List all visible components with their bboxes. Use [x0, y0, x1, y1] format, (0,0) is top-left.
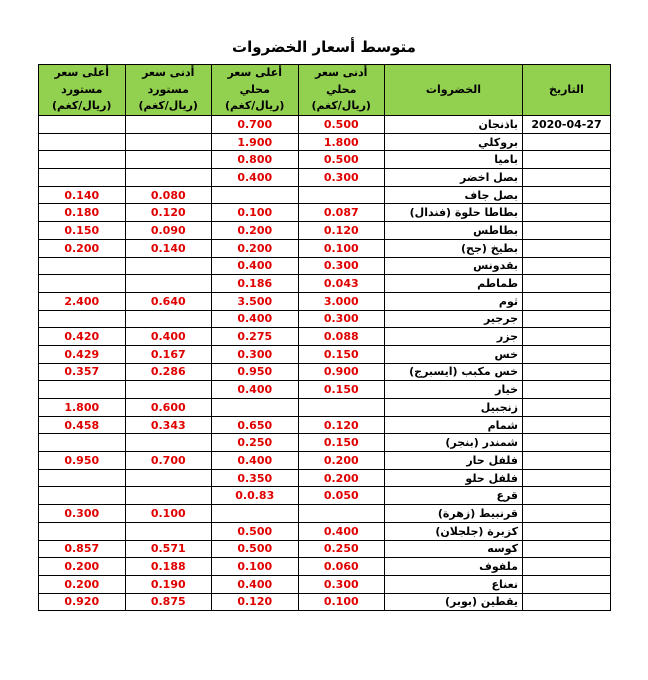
cell-max-imported [39, 522, 126, 540]
table-row [39, 505, 611, 523]
table-header-row [39, 65, 611, 116]
cell-date [523, 505, 611, 523]
cell-min-local: 0.900 [298, 363, 385, 381]
cell-date [523, 204, 611, 222]
cell-min-local: 0.150 [298, 434, 385, 452]
cell-min-imported [125, 169, 212, 187]
table-row [39, 328, 611, 346]
cell-max-imported [39, 310, 126, 328]
cell-date [523, 151, 611, 169]
cell-date [523, 540, 611, 558]
cell-max-imported [39, 257, 126, 275]
cell-min-local: 0.150 [298, 345, 385, 363]
cell-min-local: 0.120 [298, 222, 385, 240]
cell-min-imported: 0.188 [125, 558, 212, 576]
table-row [39, 452, 611, 470]
cell-max-imported: 0.140 [39, 186, 126, 204]
table-row [39, 292, 611, 310]
header-max-local: أعلى سعر محلي (ريال/كغم) [212, 65, 299, 116]
cell-date [523, 416, 611, 434]
cell-max-local: 0.275 [212, 328, 299, 346]
cell-max-imported: 0.458 [39, 416, 126, 434]
cell-max-imported: 0.300 [39, 505, 126, 523]
cell-max-imported [39, 169, 126, 187]
cell-min-local [298, 505, 385, 523]
cell-max-imported [39, 133, 126, 151]
cell-vegetable: فلفل حلو [385, 469, 523, 487]
cell-vegetable: بصل جاف [385, 186, 523, 204]
cell-min-local: 0.060 [298, 558, 385, 576]
cell-max-local: 0.400 [212, 169, 299, 187]
cell-min-imported [125, 434, 212, 452]
cell-min-imported: 0.571 [125, 540, 212, 558]
cell-min-imported [125, 151, 212, 169]
header-min-imported: أدنى سعر مستورد (ريال/كغم) [125, 65, 212, 116]
cell-vegetable: بطاطس [385, 222, 523, 240]
cell-vegetable: بطيخ (جح) [385, 239, 523, 257]
cell-min-local: 0.500 [298, 151, 385, 169]
cell-min-imported: 0.080 [125, 186, 212, 204]
header-unit: (ريال/كغم) [138, 99, 198, 113]
table-row [39, 363, 611, 381]
header-unit: (ريال/كغم) [311, 99, 371, 113]
table-row [39, 151, 611, 169]
cell-vegetable: ملفوف [385, 558, 523, 576]
table-row [39, 222, 611, 240]
cell-vegetable: قرع [385, 487, 523, 505]
cell-min-local: 0.300 [298, 310, 385, 328]
cell-max-local: 0.400 [212, 381, 299, 399]
cell-min-imported [125, 133, 212, 151]
cell-date [523, 257, 611, 275]
cell-max-local: 0.800 [212, 151, 299, 169]
cell-date [523, 363, 611, 381]
cell-min-local: 0.300 [298, 169, 385, 187]
cell-vegetable: باذنجان [385, 116, 523, 134]
cell-min-imported [125, 310, 212, 328]
cell-min-local: 0.300 [298, 575, 385, 593]
cell-min-imported [125, 257, 212, 275]
header-date: التاريخ [523, 65, 611, 116]
cell-max-imported: 0.180 [39, 204, 126, 222]
cell-min-local: 0.050 [298, 487, 385, 505]
header-vegetable: الخضروات [385, 65, 523, 116]
cell-max-local: 0.700 [212, 116, 299, 134]
table-row [39, 116, 611, 134]
cell-max-imported: 0.200 [39, 558, 126, 576]
cell-min-imported: 0.090 [125, 222, 212, 240]
cell-max-local: 0.300 [212, 345, 299, 363]
cell-max-imported: 0.150 [39, 222, 126, 240]
cell-min-imported: 0.100 [125, 505, 212, 523]
table-row [39, 239, 611, 257]
cell-max-local [212, 186, 299, 204]
cell-date [523, 328, 611, 346]
cell-max-local: 0.200 [212, 239, 299, 257]
table-row [39, 275, 611, 293]
table-row [39, 575, 611, 593]
cell-min-imported [125, 469, 212, 487]
table-row [39, 186, 611, 204]
header-unit: (ريال/كغم) [52, 99, 112, 113]
cell-min-imported [125, 522, 212, 540]
cell-vegetable: بطاطا حلوة (فندال) [385, 204, 523, 222]
cell-vegetable: نعناع [385, 575, 523, 593]
cell-max-local: 0.400 [212, 575, 299, 593]
cell-date [523, 575, 611, 593]
table-row [39, 381, 611, 399]
table-row [39, 345, 611, 363]
cell-max-imported: 0.200 [39, 575, 126, 593]
cell-date [523, 169, 611, 187]
cell-date [523, 186, 611, 204]
cell-vegetable: جزر [385, 328, 523, 346]
table-row [39, 416, 611, 434]
table-row [39, 558, 611, 576]
cell-vegetable: خس [385, 345, 523, 363]
cell-max-local: 0.400 [212, 257, 299, 275]
cell-date: 2020-04-27 [523, 116, 611, 134]
cell-max-imported [39, 381, 126, 399]
cell-max-imported: 0.920 [39, 593, 126, 611]
table-row [39, 522, 611, 540]
cell-vegetable: زنجبيل [385, 399, 523, 417]
header-min-local: أدنى سعر محلي (ريال/كغم) [298, 65, 385, 116]
table-row [39, 487, 611, 505]
cell-min-local [298, 399, 385, 417]
cell-max-local: 0.500 [212, 540, 299, 558]
cell-date [523, 310, 611, 328]
cell-max-imported [39, 151, 126, 169]
cell-max-local: 0.0.83 [212, 487, 299, 505]
cell-min-local: 0.400 [298, 522, 385, 540]
cell-vegetable: جرجير [385, 310, 523, 328]
cell-date [523, 381, 611, 399]
cell-max-imported: 0.950 [39, 452, 126, 470]
table-row [39, 257, 611, 275]
table-row [39, 434, 611, 452]
cell-date [523, 275, 611, 293]
cell-max-imported: 2.400 [39, 292, 126, 310]
cell-vegetable: يقطين (بوبر) [385, 593, 523, 611]
header-unit: (ريال/كغم) [225, 99, 285, 113]
cell-min-local: 0.100 [298, 239, 385, 257]
cell-vegetable: خيار [385, 381, 523, 399]
cell-max-local [212, 505, 299, 523]
cell-max-local: 0.250 [212, 434, 299, 452]
table-row [39, 540, 611, 558]
cell-min-local: 0.300 [298, 257, 385, 275]
cell-min-imported: 0.640 [125, 292, 212, 310]
cell-max-imported [39, 275, 126, 293]
cell-min-imported: 0.286 [125, 363, 212, 381]
cell-max-local: 0.200 [212, 222, 299, 240]
cell-min-imported: 0.120 [125, 204, 212, 222]
cell-min-local: 0.120 [298, 416, 385, 434]
cell-max-imported: 0.357 [39, 363, 126, 381]
cell-max-local: 0.186 [212, 275, 299, 293]
price-table [38, 64, 611, 611]
cell-min-imported [125, 275, 212, 293]
cell-min-imported: 0.167 [125, 345, 212, 363]
cell-vegetable: باميا [385, 151, 523, 169]
cell-min-imported [125, 381, 212, 399]
cell-min-imported: 0.875 [125, 593, 212, 611]
cell-min-imported [125, 116, 212, 134]
cell-vegetable: قرنبيط (زهرة) [385, 505, 523, 523]
cell-min-local: 1.800 [298, 133, 385, 151]
cell-max-local: 0.500 [212, 522, 299, 540]
cell-vegetable: بروكلي [385, 133, 523, 151]
cell-max-local: 0.400 [212, 310, 299, 328]
table-row [39, 469, 611, 487]
cell-min-local: 0.087 [298, 204, 385, 222]
cell-min-imported [125, 487, 212, 505]
cell-max-local: 0.100 [212, 558, 299, 576]
cell-min-local: 0.043 [298, 275, 385, 293]
cell-min-local: 0.088 [298, 328, 385, 346]
cell-min-imported: 0.600 [125, 399, 212, 417]
cell-min-local: 0.250 [298, 540, 385, 558]
cell-vegetable: كزبرة (جلجلان) [385, 522, 523, 540]
cell-max-imported: 0.200 [39, 239, 126, 257]
table-row [39, 593, 611, 611]
cell-max-imported [39, 469, 126, 487]
cell-min-imported: 0.190 [125, 575, 212, 593]
cell-date [523, 487, 611, 505]
table-row [39, 169, 611, 187]
cell-max-local: 0.400 [212, 452, 299, 470]
cell-max-imported [39, 487, 126, 505]
cell-min-local: 0.200 [298, 469, 385, 487]
cell-max-imported [39, 116, 126, 134]
cell-vegetable: كوسه [385, 540, 523, 558]
cell-vegetable: شمندر (بنجر) [385, 434, 523, 452]
cell-max-local: 0.350 [212, 469, 299, 487]
cell-date [523, 593, 611, 611]
cell-max-local [212, 399, 299, 417]
cell-min-local: 3.000 [298, 292, 385, 310]
cell-min-imported: 0.400 [125, 328, 212, 346]
cell-max-local: 3.500 [212, 292, 299, 310]
cell-max-imported: 1.800 [39, 399, 126, 417]
page-title: متوسط أسعار الخضروات [232, 38, 416, 56]
cell-date [523, 522, 611, 540]
cell-vegetable: بصل اخضر [385, 169, 523, 187]
cell-date [523, 239, 611, 257]
cell-vegetable: خس مكبب (ايسبرج) [385, 363, 523, 381]
cell-date [523, 399, 611, 417]
cell-min-local: 0.100 [298, 593, 385, 611]
table-body [39, 116, 611, 611]
table-row [39, 310, 611, 328]
cell-min-local: 0.150 [298, 381, 385, 399]
cell-min-local: 0.500 [298, 116, 385, 134]
cell-min-local [298, 186, 385, 204]
cell-vegetable: فلفل حار [385, 452, 523, 470]
cell-max-imported [39, 434, 126, 452]
cell-max-local: 0.120 [212, 593, 299, 611]
cell-date [523, 133, 611, 151]
cell-date [523, 469, 611, 487]
cell-vegetable: شمام [385, 416, 523, 434]
cell-max-local: 0.950 [212, 363, 299, 381]
cell-date [523, 222, 611, 240]
cell-date [523, 558, 611, 576]
cell-min-imported: 0.700 [125, 452, 212, 470]
cell-min-imported: 0.140 [125, 239, 212, 257]
cell-min-imported: 0.343 [125, 416, 212, 434]
cell-vegetable: بقدونس [385, 257, 523, 275]
table-row [39, 399, 611, 417]
table-row [39, 204, 611, 222]
cell-max-local: 0.100 [212, 204, 299, 222]
table-row [39, 133, 611, 151]
cell-vegetable: طماطم [385, 275, 523, 293]
cell-max-imported: 0.420 [39, 328, 126, 346]
cell-vegetable: ثوم [385, 292, 523, 310]
cell-max-imported: 0.429 [39, 345, 126, 363]
cell-max-local: 1.900 [212, 133, 299, 151]
header-max-imported: أعلى سعر مستورد (ريال/كغم) [39, 65, 126, 116]
cell-min-local: 0.200 [298, 452, 385, 470]
cell-date [523, 452, 611, 470]
cell-max-imported: 0.857 [39, 540, 126, 558]
cell-date [523, 345, 611, 363]
cell-date [523, 292, 611, 310]
cell-date [523, 434, 611, 452]
cell-max-local: 0.650 [212, 416, 299, 434]
